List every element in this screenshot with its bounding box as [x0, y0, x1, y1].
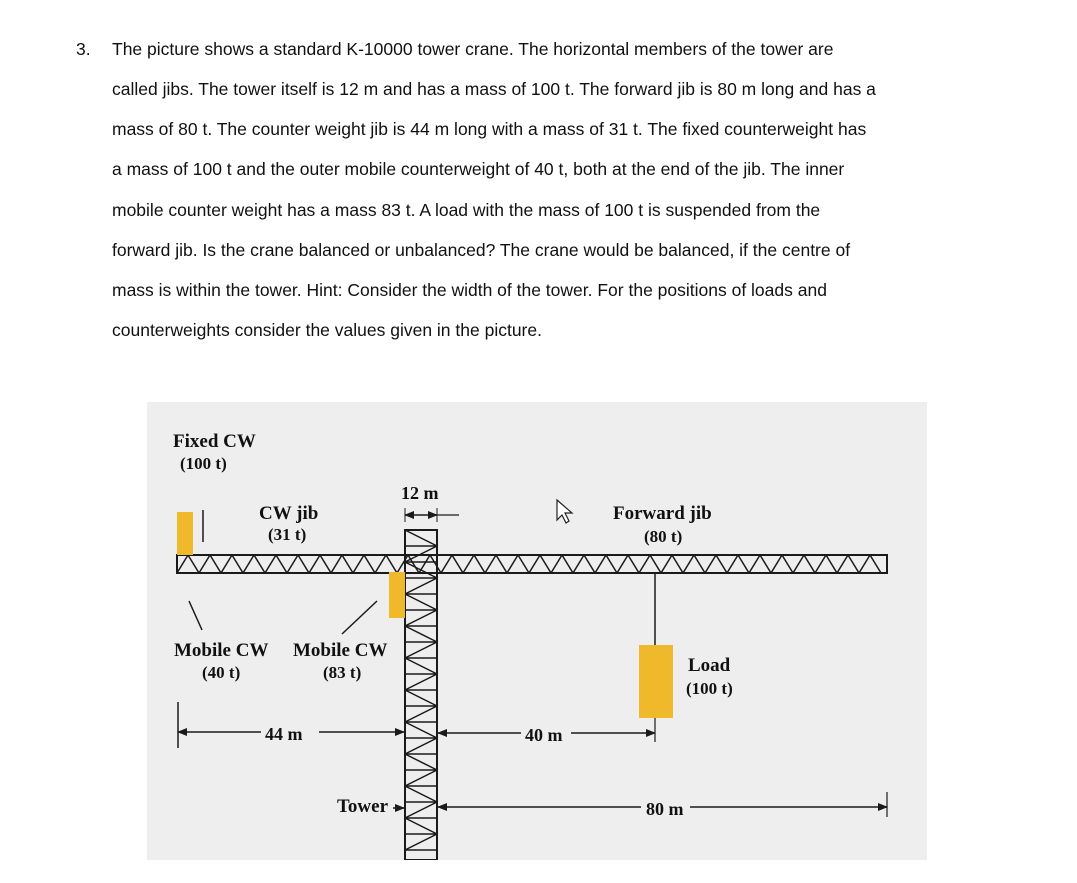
question-line-7: mass is within the tower. Hint: Consider the width of the tower. For the positions of loads and [112, 280, 827, 300]
crane-figure [147, 402, 927, 860]
dim-80-label: 80 m [646, 799, 684, 819]
mobile-cw-outer-mass: (40 t) [202, 663, 241, 682]
mobile-cw-inner-mass: (83 t) [323, 663, 362, 682]
mouse-cursor-icon [557, 500, 572, 523]
question-line-4: a mass of 100 t and the outer mobile counterweight of 40 t, both at the end of the jib. The inner [112, 159, 845, 179]
load-label: Load [688, 655, 731, 676]
question-number: 3. [76, 39, 91, 59]
forward-jib-label: Forward jib [613, 503, 712, 524]
mobile-cw-inner-pointer [342, 601, 377, 634]
forward-jib-mass: (80 t) [644, 527, 683, 546]
cw-jib-mass: (31 t) [268, 525, 307, 544]
cw-jib-label: CW jib [259, 503, 319, 524]
mobile-cw-outer-label: Mobile CW [174, 640, 269, 661]
crane-diagram [147, 402, 927, 860]
tower-label: Tower [337, 796, 389, 817]
question-line-8: counterweights consider the values given in the picture. [112, 320, 542, 340]
question-line-1: The picture shows a standard K-10000 tower crane. The horizontal members of the tower are [112, 39, 834, 59]
fixed-counterweight [177, 512, 193, 555]
question-line-5: mobile counter weight has a mass 83 t. A load with the mass of 100 t is suspended from the [112, 200, 821, 220]
question-line-6: forward jib. Is the crane balanced or unbalanced? The crane would be balanced, if the centre of [112, 240, 851, 260]
fixed-cw-mass: (100 t) [180, 454, 227, 473]
dim-40-label: 40 m [525, 725, 563, 745]
tower-width-label: 12 m [401, 483, 439, 503]
inner-mobile-counterweight [389, 572, 405, 618]
fixed-cw-label: Fixed CW [173, 431, 256, 452]
mobile-cw-outer-pointer [189, 601, 202, 630]
load-block [639, 645, 673, 718]
jib-truss [177, 555, 887, 573]
question-line-2: called jibs. The tower itself is 12 m and has a mass of 100 t. The forward jib is 80 m long and has a [112, 79, 876, 99]
dim-44-label: 44 m [265, 724, 303, 744]
mobile-cw-inner-label: Mobile CW [293, 640, 388, 661]
load-mass: (100 t) [686, 679, 733, 698]
question-line-3: mass of 80 t. The counter weight jib is 44 m long with a mass of 31 t. The fixed counterweight has [112, 119, 867, 139]
tower-structure [405, 530, 437, 860]
